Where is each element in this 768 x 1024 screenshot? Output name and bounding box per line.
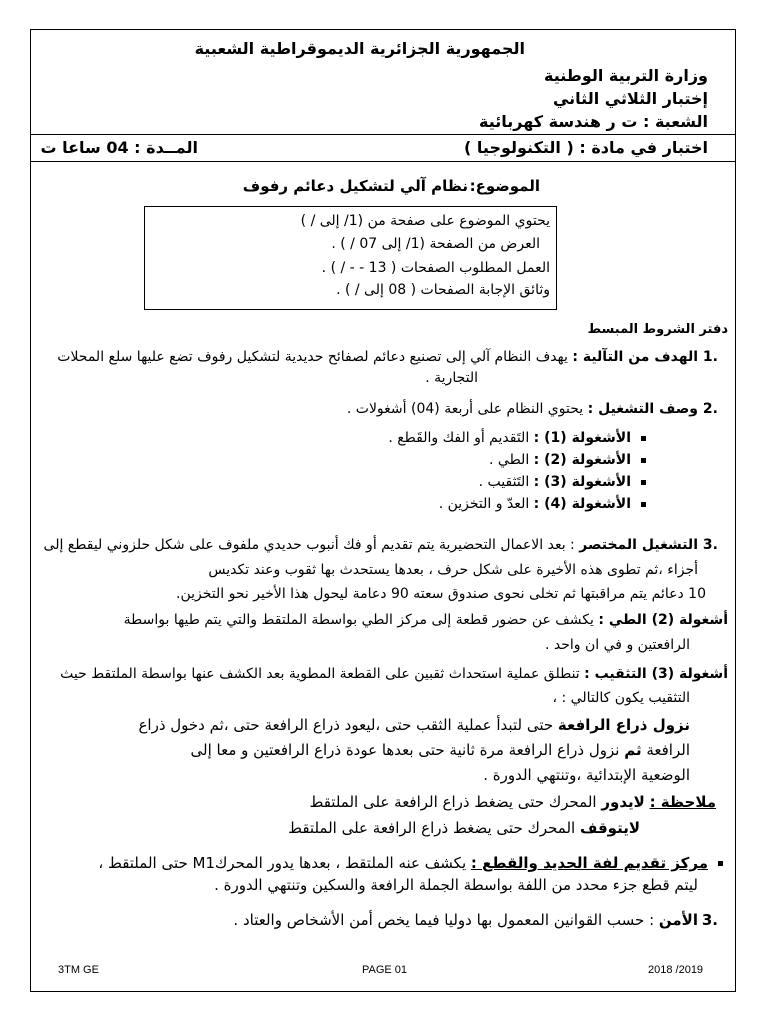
- task-item-2: [489, 452, 646, 468]
- brief-label: التشغيل المختصر: [579, 537, 698, 553]
- bullet-icon: [641, 480, 646, 485]
- bullet-icon: [641, 458, 646, 463]
- cycle-line-1: [138, 716, 690, 734]
- contents-line-2: العرض من الصفحة (1/ إلى 07 / ) .: [331, 236, 540, 252]
- note-verb-1: لايدور: [601, 793, 645, 811]
- contents-line-3: العمل المطلوب الصفحات ( 13 - - / ) .: [321, 260, 550, 276]
- goal-text: يهدف النظام آلي إلى تصنيع دعائم لصفائح حديدية لتشكيل رفوف تضع عليها سلع المحلات: [57, 349, 573, 365]
- footer-page: PAGE 01: [362, 964, 408, 976]
- footer-code: 3TM GE: [58, 964, 99, 976]
- brief-line-1: [44, 537, 698, 553]
- center-label: مركز تقديم لفة الحديد والقطع :: [470, 854, 708, 872]
- task-item-1: [388, 430, 646, 446]
- task-label: الأشغولة (4) :: [533, 496, 631, 512]
- safety-label: الأمن: [658, 911, 698, 929]
- subject-divider: [31, 161, 736, 162]
- spec-title: دفتر الشروط المبسط: [587, 322, 728, 337]
- task-text: العدّ و التخزين .: [438, 496, 534, 512]
- republic-title: الجمهورية الجزائرية الديموقراطية الشعبية: [194, 39, 525, 58]
- cycle-then: ثم: [624, 741, 642, 759]
- bullet-icon: [718, 861, 723, 866]
- footer-year: 2018 /2019: [648, 964, 704, 976]
- task3-line-2: التثقيب يكون كالتالي : ،: [552, 690, 690, 706]
- task3-label: أشغولة (3) التثقيب :: [584, 666, 728, 682]
- task-text: الطي .: [489, 452, 534, 468]
- duration-label: المــدة : 04 ساعا ت: [40, 138, 198, 157]
- brief-line-3: 10 دعائم يتم مراقبتها ثم تخلى نحوى صندوق سعته 90 دعامة ليحول هذا الأخير نحو التخزين.: [176, 586, 706, 602]
- task-text: التَقديم أو الفك والقَطع .: [388, 430, 534, 446]
- note-text-1: المحرك حتى يضغط ذراع الرافعة على الملتقط: [309, 793, 602, 811]
- goal-number: .1: [702, 349, 718, 365]
- center-line-1: [98, 854, 723, 872]
- goal-label: الهدف من التآلية :: [572, 349, 698, 365]
- note-verb-2: لايتوقف: [579, 819, 640, 837]
- contents-line-1: يحتوي الموضوع على صفحة من (1/ إلى / ): [300, 213, 550, 229]
- cycle-text-1: حتى لتبدأ عملية الثقب حتى ،ليعود ذراع الرافعة حتى ،ثم دخول ذراع: [138, 716, 558, 734]
- safety-line: [233, 911, 698, 929]
- safety-number: .3: [701, 911, 718, 929]
- op-line: [347, 401, 698, 417]
- task-label: الأشغولة (3) :: [533, 474, 631, 490]
- op-text: يحتوي النظام على أربعة (04) أشغولات .: [346, 401, 588, 417]
- task-item-4: [439, 496, 646, 512]
- cycle-label: نزول ذراع الرافعة: [557, 716, 690, 734]
- exam-title: إختبار الثلاثي الثاني: [552, 89, 708, 108]
- cycle-text-2a: الرافعة: [641, 741, 690, 759]
- brief-line-2: أجزاء ،ثم تطوى هذه الأخيرة على شكل حرف ، بعدها يستحدث بها ثقوب وعند تكديس: [208, 562, 698, 578]
- ministry-name: وزارة التربية الوطنية: [543, 66, 708, 85]
- cycle-line-2: [191, 741, 690, 759]
- note-text-2: المحرك حتى يضغط ذراع الرافعة على الملتقط: [288, 819, 580, 837]
- goal-line-1: [57, 349, 698, 365]
- note-line-2: [288, 819, 640, 837]
- bullet-icon: [641, 436, 646, 441]
- task2-line-1: [124, 612, 728, 628]
- center-line-2: ليتم قطع جزء محدد من اللفة بواسطة الجملة الرافعة والسكين وتنتهي الدورة .: [214, 876, 698, 894]
- cycle-line-3: الوضعية الإبتدائية ،وتنتهي الدورة .: [483, 766, 690, 784]
- task-label: الأشغولة (1) :: [533, 430, 631, 446]
- task3-line-1: [60, 666, 728, 682]
- task-text: التَثقيب .: [478, 474, 534, 490]
- note-label: ملاحظة :: [649, 793, 716, 811]
- task2-text-1: يكشف عن حضور قطعة إلى مركز الطي بواسطة الملتقط والتي يتم طيها بواسطة: [123, 612, 599, 628]
- note-line-1: [309, 793, 716, 811]
- cycle-text-2b: نزول ذراع الرافعة مرة ثانية حتى بعدها عودة ذراع الرافعتين و معا إلى: [190, 741, 625, 759]
- task2-line-2: الرافعتين و في ان واحد .: [545, 637, 690, 653]
- brief-text-1: : بعد الاعمال التحضيرية يتم تقديم أو فك أنبوب حديدي ملفوف على شكل حلزوني ليقطع إلى: [43, 537, 580, 553]
- topic-title: نظام آلي لتشكيل دعائم رفوف: [242, 177, 468, 195]
- topic-label: الموضوع:: [469, 177, 540, 195]
- op-label: وصف التشغيل :: [587, 401, 698, 417]
- branch-label: الشعبة : ت ر هندسة كهربائية: [479, 112, 708, 131]
- safety-text: : حسب القوانين المعمول بها دوليا فيما يخص أمن الأشخاص والعتاد .: [233, 911, 659, 929]
- task3-text-1: تنطلق عملية استحداث ثقبين على القطعة المطوية بعد الكشف عنها بواسطة الملتقط حيث: [60, 666, 585, 682]
- header-divider: [31, 134, 736, 135]
- bullet-icon: [641, 502, 646, 507]
- center-text-1: يكشف عنه الملتقط ، بعدها يدور المحركM1 حتى الملتقط ،: [98, 854, 471, 872]
- contents-line-4: وثائق الإجابة الصفحات ( 08 إلى / ) .: [336, 282, 550, 298]
- op-number: .2: [702, 401, 718, 417]
- goal-line-2: التجارية .: [425, 370, 478, 386]
- task2-label: أشغولة (2) الطي :: [598, 612, 728, 628]
- task-label: الأشغولة (2) :: [533, 452, 631, 468]
- subject-label: اختبار في مادة : ( التكنولوجيا ): [464, 138, 708, 157]
- brief-number: .3: [702, 537, 718, 553]
- task-item-3: [479, 474, 646, 490]
